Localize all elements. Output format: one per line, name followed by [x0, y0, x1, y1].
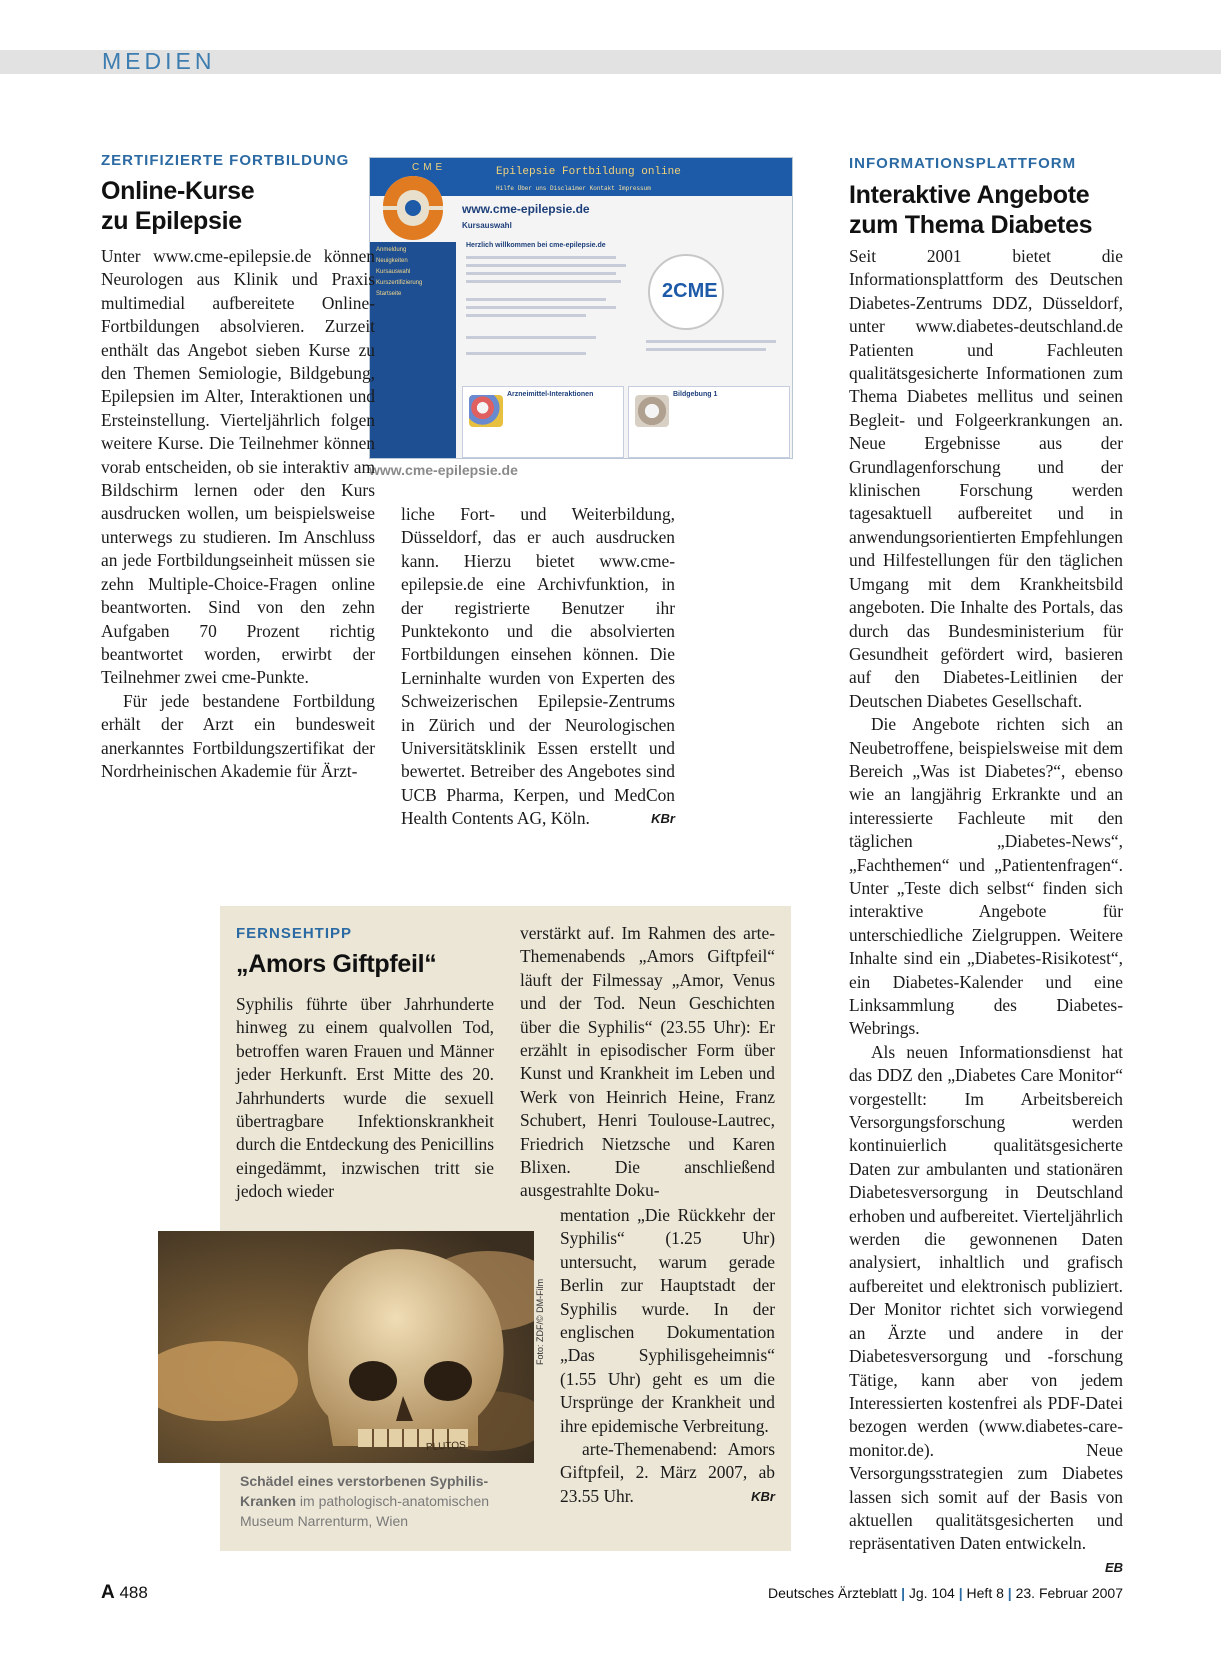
screenshot-nav: Hilfe Über uns Disclaimer Kontakt Impressum — [496, 185, 651, 192]
screenshot-text-line — [646, 348, 766, 351]
screenshot-text-line — [466, 280, 621, 283]
screenshot-text-line — [466, 306, 616, 309]
article1-signature: KBr — [651, 811, 675, 827]
screenshot-side-item: Kurszertifizierung — [376, 280, 423, 286]
article2-body — [849, 245, 1123, 1579]
photo-credit: Foto: ZDF/© DM-Film — [535, 1278, 545, 1365]
screenshot-site-title: Epilepsie Fortbildung online — [496, 166, 681, 178]
pills-image — [469, 395, 503, 427]
screenshot-text-line — [466, 272, 616, 275]
screenshot-url: www.cme-epilepsie.de — [462, 202, 590, 216]
screenshot-caption: www.cme-epilepsie.de — [369, 462, 518, 478]
article3-kicker: FERNSEHTIPP — [236, 925, 353, 942]
screenshot-course-panel — [462, 386, 624, 458]
article1-paragraph: Unter www.cme-epilepsie.de können Neurologen aus Klinik und Praxis multimedial aufbereitete Online-Fortbildungen absolvieren. Zurzeit enthält das Angebot sieben Kurse zu den Themen Semiologie, Bildgebung, Epilepsien im Alter, Interaktionen und Ersteinstellung. Vierteljährlich folgen weitere Kurse. Die Teilnehmer können vorab entscheiden, ob sie interaktiv am Bildschirm lernen oder den Kurs ausdrucken wollen, um beispielsweise unterwegs zu studieren. Im Anschluss an jede Fortbildungseinheit müssen sie zehn Multiple-Choice-Fragen online beantworten. Sind von den zehn Aufgaben 70 Prozent richtig beantwortet worden, erwirbt der Teilnehmer zwei cme-Punkte. — [101, 246, 375, 688]
screenshot-text-line — [466, 336, 596, 339]
article1-col2 — [401, 503, 675, 831]
article3-col-right-lower — [560, 1204, 775, 1508]
page-number: A 488 — [101, 1582, 148, 1603]
screenshot-panel-title: Arzneimittel-Interaktionen — [507, 391, 594, 398]
article1-kicker: ZERTIFIZIERTE FORTBILDUNG — [101, 152, 350, 169]
screenshot-text-line — [466, 298, 606, 301]
article3-paragraph: arte-Themenabend: Amors Giftpfeil, 2. März 2007, ab 23.55 Uhr. — [560, 1439, 775, 1506]
article2-signature: EB — [1104, 1559, 1123, 1575]
article3-col-right — [520, 922, 775, 1203]
screenshot-welcome: Herzlich willkommen bei cme-epilepsie.de — [466, 242, 606, 249]
article1-col1 — [101, 245, 375, 783]
screenshot-text-line — [646, 340, 776, 343]
article1-paragraph: liche Fort- und Weiterbildung, Düsseldorf, das er auch ausdrucken kann. Hierzu bietet www.cme-epilepsie.de eine Archivfunktion, in der registrierte Benutzer ihr Punktekonto und die absolvierten Fortbildungen einsehen können. Die Lerninhalte wurden von Experten des Schweizerischen Epilepsie-Zentrums in Zürich und der Neurologischen Universitätsklinik Essen erstellt und bewertet. Betreiber des Angebotes sind UCB Pharma, Kerpen, und MedCon Health Contents AG, Köln. — [401, 504, 675, 829]
mri-image — [635, 395, 669, 427]
article3-paragraph: verstärkt auf. Im Rahmen des arte-Themenabends „Amors Giftpfeil“ läuft der Filmessay „Amor, Venus und der Tod. Neun Geschichten über die Syphilis“ (23.55 Uhr): Er erzählt in episodischer Form über Kunst und Krankheit im Leben und Werk von Heinrich Heine, Franz Schubert, Henri Toulouse-Lautrec, Friedrich Nietzsche und Karen Blixen. Die anschließend ausgestrahlte Doku- — [520, 923, 775, 1201]
photo-caption: Schädel eines verstorbenen Syphilis-Kranken im pathologisch-anatomischen Museum Narrenturm, Wien — [240, 1473, 490, 1529]
screenshot-text-line — [466, 352, 586, 355]
article2-paragraph: Die Angebote richten sich an Neubetroffene, beispielsweise mit dem Bereich „Was ist Diabetes?“, ebenso wie an langjährig Erkrankte und an interessierte Fachleute mit den täglichen „Diabetes-News“, „Fachthemen“ und „Patientenfragen“. Unter „Teste dich selbst“ finden sich interaktive Angebote für unterschiedliche Zielgruppen. Weitere Inhalte sind ein „Diabetes-Risikotest“, ein Diabetes-Kalender und eine Linksammlung des Diabetes-Webrings. — [849, 714, 1123, 1039]
screenshot-side-item: Kursauswahl — [376, 269, 411, 275]
article3-col-left — [236, 993, 494, 1204]
screenshot-panel-title: Bildgebung 1 — [673, 391, 718, 398]
article2-paragraph: Als neuen Informationsdienst hat das DDZ den „Diabetes Care Monitor“ vorgestellt: Im Arbeitsbereich Versorgungsforschung werden kontinuierlich qualitätsgesicherte Daten zur ambulanten und stationären Diabetesversorgung in Deutschland erhoben und aufbereitet. Vierteljährlich werden die gewonnenen Daten analysiert, inhaltlich und grafisch aufbereitet und elektronisch publiziert. Der Monitor richtet sich vorwiegend an Ärzte und andere in der Diabetesversorgung und -forschung Tätige, kann aber von jedem Interessierten kostenfrei als PDF-Datei bezogen werden (www.diabetes-care-monitor.de). Neue Versorgungsstrategien zum Diabetes lassen sich somit auf der Basis von aktuellen qualitätsgesicherten und repräsentativen Daten entwickeln. — [849, 1041, 1123, 1554]
footer-journal: Deutsches Ärzteblatt | Jg. 104 | Heft 8 | 23. Februar 2007 — [768, 1585, 1123, 1601]
screenshot-text-line — [466, 314, 586, 317]
skull-label: PLUTOS — [425, 1439, 467, 1454]
article2-kicker: INFORMATIONSPLATTFORM — [849, 155, 1077, 172]
skull-image — [158, 1231, 534, 1463]
article2-paragraph: Seit 2001 bietet die Informationsplattform des Deutschen Diabetes-Zentrums DDZ, Düsseldorf, unter www.diabetes-deutschland.de Patienten und Fachleuten qualitätsgesicherte Informationen zum Thema Diabetes mellitus und seinen Begleit- und Folgeerkrankungen an. Neue Ergebnisse aus der Grundlagenforschung und der klinischen Forschung werden tagesaktuell aufbereitet und in anwendungsorientierten Empfehlungen und Hilfestellungen für den täglichen Umgang mit dem Krankheitsbild angeboten. Die Inhalte des Portals, das durch das Bundesministerium für Gesundheit gefördert wird, basieren auf den Diabetes-Leitlinien der Deutschen Diabetes Gesellschaft. — [849, 246, 1123, 711]
article3-paragraph: mentation „Die Rückkehr der Syphilis“ (1.25 Uhr) untersucht, warum gerade Berlin zur Hauptstadt der Syphilis wurde. In der englischen Dokumentation „Das Syphilisgeheimnis“ (1.55 Uhr) geht es um die Ursprünge der Krankheit und ihre epidemische Verbreitung. — [560, 1205, 775, 1436]
screenshot-logo-text: CME — [412, 162, 447, 173]
article3-signature: KBr — [751, 1488, 775, 1504]
article1-paragraph: Für jede bestandene Fortbildung erhält der Arzt ein bundesweit anerkanntes Fortbildungszertifikat der Nordrheinischen Akademie für Ärzt- — [101, 690, 375, 781]
screenshot-sidebar — [370, 242, 456, 458]
screenshot-text-line — [466, 264, 626, 267]
screenshot-text-line — [466, 256, 616, 259]
article3-paragraph: Syphilis führte über Jahrhunderte hinweg zu einem qualvollen Tod, betroffen waren Frauen und Männer jeder Herkunft. Erst Mitte des 20. Jahrhunderts wurde die sexuell übertragbare Infektionskrankheit durch die Entdeckung des Penicillins eingedämmt, inzwischen tritt sie jedoch wieder — [236, 994, 494, 1202]
section-label: MEDIEN — [102, 48, 216, 74]
cme-badge-icon: 2CME — [648, 254, 724, 330]
article2-title: Interaktive Angebote zum Thema Diabetes — [849, 181, 1093, 239]
website-screenshot — [369, 157, 793, 459]
skull-photo — [158, 1231, 534, 1463]
screenshot-side-item: Anmeldung — [376, 247, 407, 253]
article1-title: Online-Kurse zu Epilepsie — [101, 177, 255, 235]
screenshot-section: Kursauswahl — [462, 221, 512, 230]
screenshot-side-item: Startseite — [376, 291, 402, 297]
article3-title: „Amors Giftpfeil“ — [236, 950, 437, 978]
screenshot-course-panel — [628, 386, 790, 458]
cme-logo-icon — [374, 162, 452, 242]
screenshot-side-item: Neuigkeiten — [376, 258, 408, 264]
